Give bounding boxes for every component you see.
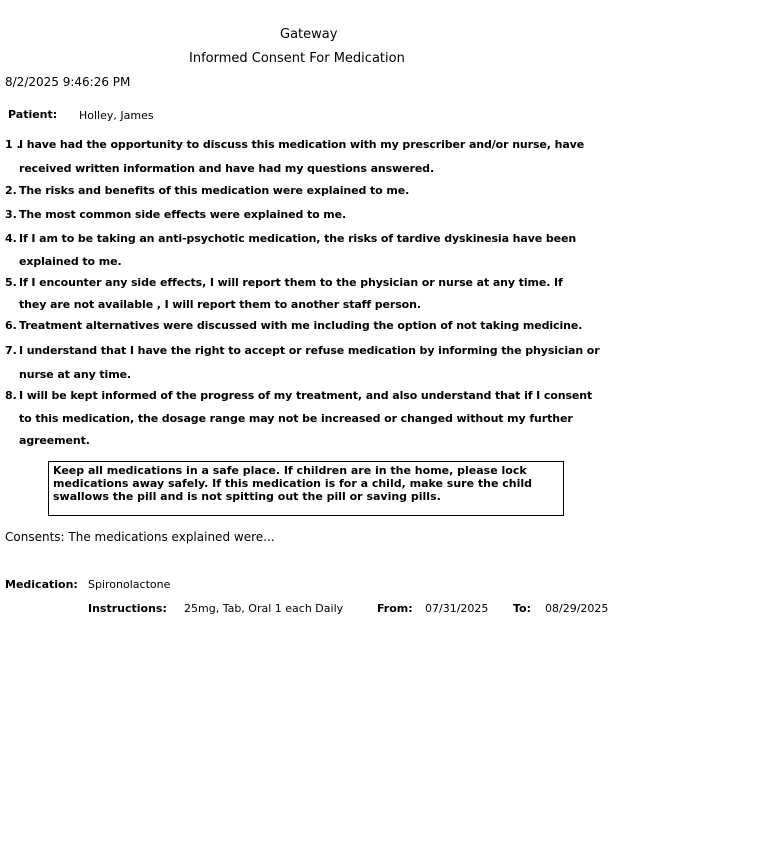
statement-number: 7. (5, 344, 17, 357)
statement-line: agreement. (19, 434, 90, 447)
org-name: Gateway (280, 27, 338, 42)
safety-note-box (48, 461, 564, 516)
statement-number: 4. (5, 232, 17, 245)
instructions-value: 25mg, Tab, Oral 1 each Daily (184, 602, 344, 615)
page-title: Informed Consent For Medication (189, 51, 405, 66)
statement-number: 8. (5, 389, 17, 402)
statement-line: they are not available , I will report them to another staff person. (19, 298, 421, 311)
statement-line: The most common side effects were explained to me. (19, 208, 347, 221)
statement-line: If I am to be taking an anti-psychotic medication, the risks of tardive dyskinesia have been (19, 232, 577, 245)
statement-number: 3. (5, 208, 17, 221)
statement-number: 1 . (5, 138, 21, 151)
from-date: 07/31/2025 (425, 602, 489, 615)
statement-line: explained to me. (19, 255, 122, 268)
statement-number: 6. (5, 319, 17, 332)
safety-note-line: Keep all medications in a safe place. If children are in the home, please lock (53, 464, 527, 477)
consents-text: Consents: The medications explained were... (5, 530, 275, 544)
patient-name: Holley, James (79, 109, 154, 122)
statement-line: to this medication, the dosage range may not be increased or changed without my further (19, 412, 573, 425)
instructions-label: Instructions: (88, 602, 167, 615)
statement-line: I understand that I have the right to accept or refuse medication by informing the physician or (19, 344, 600, 357)
patient-label: Patient: (8, 108, 58, 121)
statement-number: 5. (5, 276, 17, 289)
medication-name: Spironolactone (88, 578, 171, 591)
safety-note-line: swallows the pill and is not spitting out the pill or saving pills. (53, 490, 441, 503)
statement-line: I will be kept informed of the progress of my treatment, and also understand that if I consent (19, 389, 593, 402)
statement-line: received written information and have had my questions answered. (19, 162, 435, 175)
medication-label: Medication: (5, 578, 78, 591)
statement-line: If I encounter any side effects, I will report them to the physician or nurse at any time. If (19, 276, 563, 289)
statement-line: The risks and benefits of this medication were explained to me. (19, 184, 410, 197)
to-label: To: (513, 602, 531, 615)
to-date: 08/29/2025 (545, 602, 609, 615)
from-label: From: (377, 602, 413, 615)
timestamp: 8/2/2025 9:46:26 PM (5, 75, 131, 89)
statement-number: 2. (5, 184, 17, 197)
statement-line: Treatment alternatives were discussed with me including the option of not taking medicine. (19, 319, 583, 332)
statement-line: nurse at any time. (19, 368, 132, 381)
safety-note-line: medications away safely. If this medication is for a child, make sure the child (53, 477, 533, 490)
statement-line: I have had the opportunity to discuss this medication with my prescriber and/or nurse, have (19, 138, 585, 151)
